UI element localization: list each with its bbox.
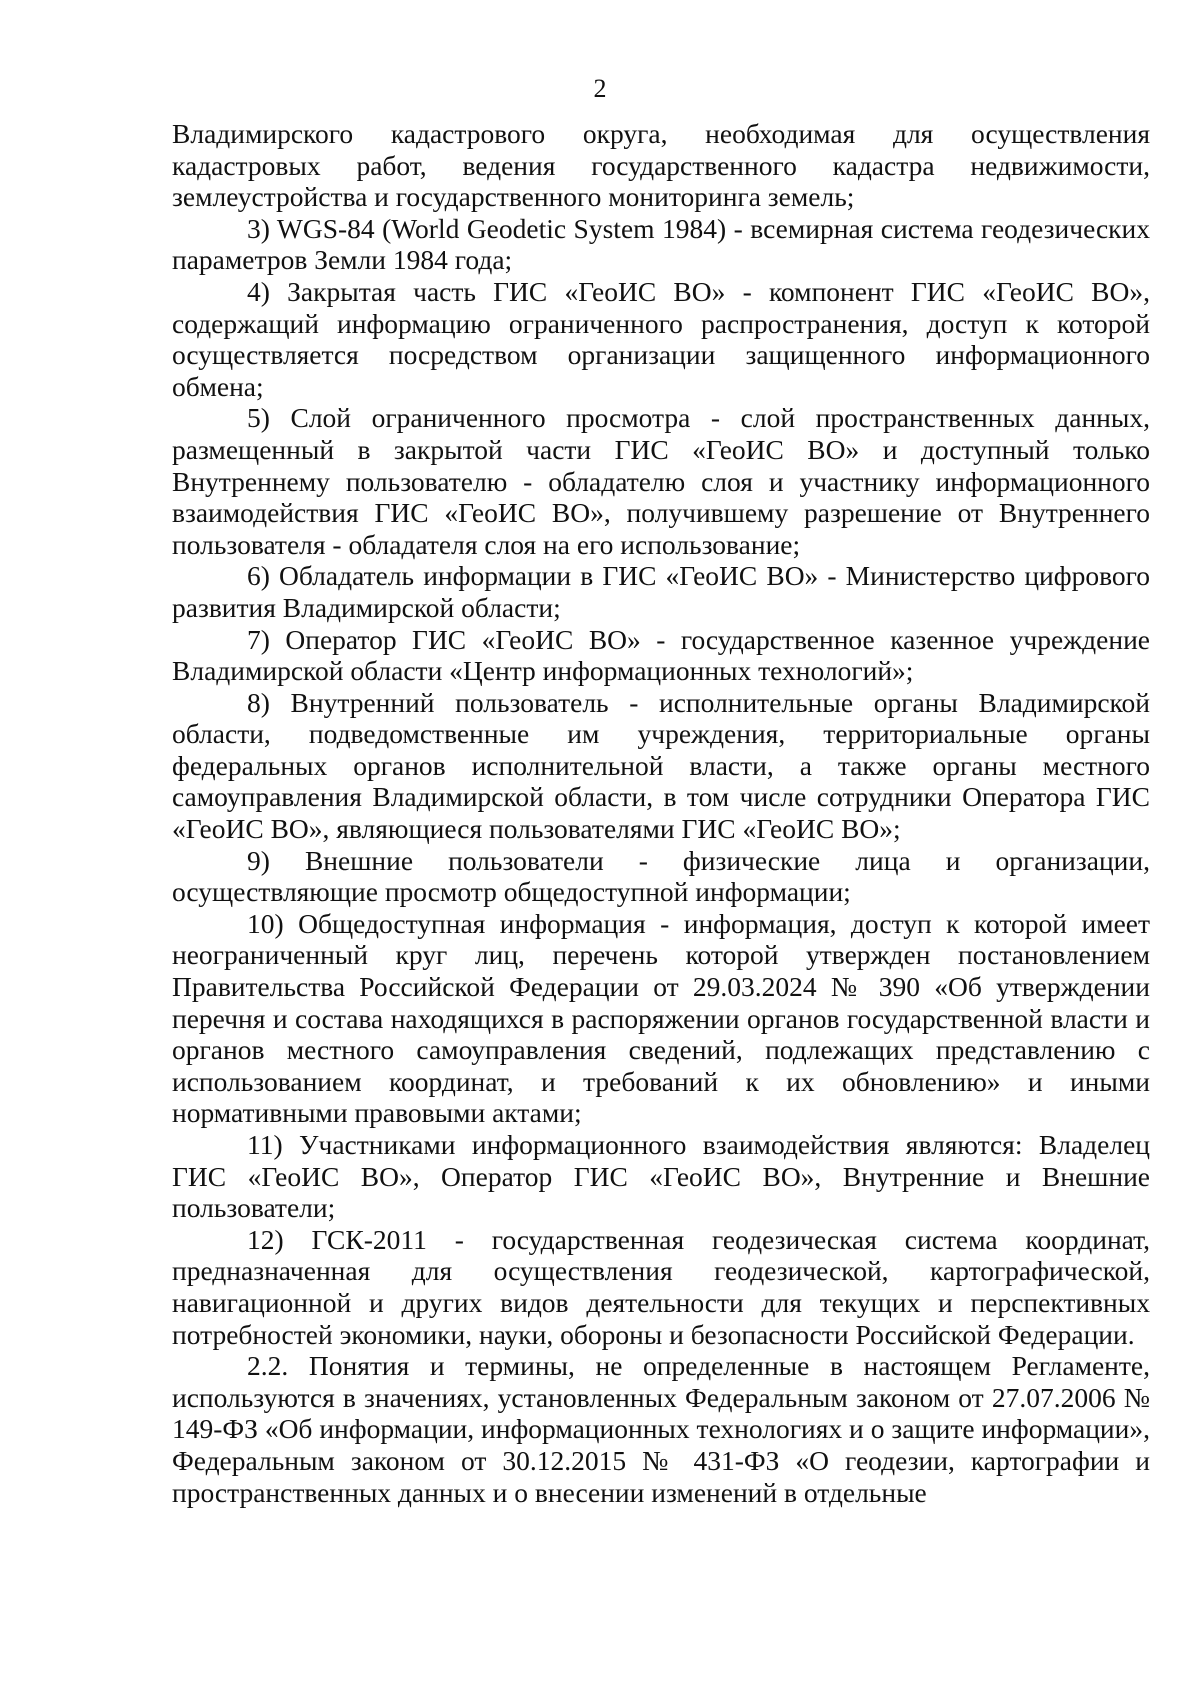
paragraph-item-7: 7) Оператор ГИС «ГеоИС ВО» - государственное казенное учреждение Владимирской области «Центр информационных технологий»; — [172, 623, 1150, 687]
paragraph-item-6: 6) Обладатель информации в ГИС «ГеоИС ВО» - Министерство цифрового развития Владимирской области; — [172, 560, 1150, 623]
paragraph-item-5: 5) Слой ограниченного просмотра - слой пространственных данных, размещенный в закрытой части ГИС «ГеоИС ВО» и доступный только Внутреннему пользователю - обладателю слоя и участнику информационного взаимодействия ГИС «ГеоИС ВО», получившему разрешение от Внутреннего пользователя - обладателя слоя на его использование; — [172, 402, 1150, 560]
paragraph-item-10: 10) Общедоступная информация - информация, доступ к которой имеет неограниченный круг лиц, перечень которой утвержден постановлением Правительства Российской Федерации от 29.03.2024 № 390 «Об утверждении перечня и состава находящихся в распоряжении органов государственной власти и органов местного самоуправления сведений, подлежащих представлению с использованием координат, и требований к их обновлению» и иными нормативными правовыми актами; — [172, 907, 1150, 1129]
paragraph-item-3: 3) WGS-84 (World Geodetic System 1984) - всемирная система геодезических параметров Земли 1984 года; — [172, 212, 1150, 276]
page-number: 2 — [593, 74, 607, 103]
paragraph-section-2-2: 2.2. Понятия и термины, не определенные в настоящем Регламенте, используются в значениях, установленных Федеральным законом от 27.07.2006 № 149-ФЗ «Об информации, информационных технологиях и о защите информации», Федеральным законом от 30.12.2015 № 431-ФЗ «О геодезии, картографии и пространственных данных и о внесении изменений в отдельные — [172, 1350, 1150, 1508]
paragraph-item-11: 11) Участниками информационного взаимодействия являются: Владелец ГИС «ГеоИС ВО», Оператор ГИС «ГеоИС ВО», Внутренние и Внешние пользователи; — [172, 1129, 1150, 1224]
paragraph-continuation: Владимирского кадастрового округа, необходимая для осуществления кадастровых работ, ведения государственного кадастра недвижимости, землеустройства и государственного мониторинга земель; — [172, 118, 1150, 213]
document-body — [172, 118, 1150, 1508]
paragraph-item-4: 4) Закрытая часть ГИС «ГеоИС ВО» - компонент ГИС «ГеоИС ВО», содержащий информацию ограниченного распространения, доступ к которой осуществляется посредством организации защищенного информационного обмена; — [172, 275, 1150, 402]
paragraph-item-9: 9) Внешние пользователи - физические лица и организации, осуществляющие просмотр общедоступной информации; — [172, 844, 1150, 908]
paragraph-item-8: 8) Внутренний пользователь - исполнительные органы Владимирской области, подведомственные им учреждения, территориальные органы федеральных органов исполнительной власти, а также органы местного самоуправления Владимирской области, в том числе сотрудники Оператора ГИС «ГеоИС ВО», являющиеся пользователями ГИС «ГеоИС ВО»; — [172, 686, 1150, 845]
paragraph-item-12: 12) ГСК-2011 - государственная геодезическая система координат, предназначенная для осуществления геодезической, картографической, навигационной и других видов деятельности для текущих и перспективных потребностей экономики, науки, обороны и безопасности Российской Федерации. — [172, 1223, 1150, 1350]
